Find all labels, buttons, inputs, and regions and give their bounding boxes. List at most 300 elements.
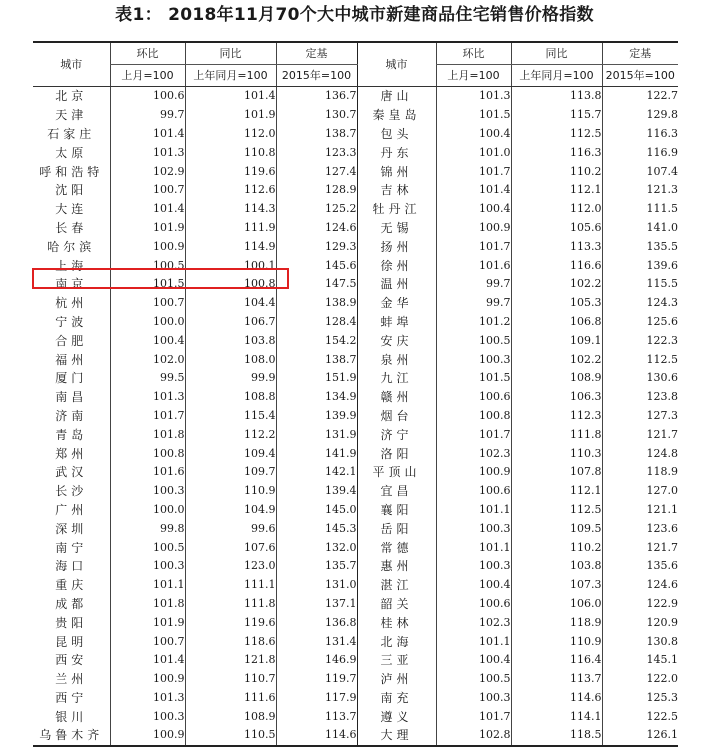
left-mom-cell: 101.4 xyxy=(110,651,185,670)
right-yoy-cell: 110.2 xyxy=(511,538,602,557)
right-city-cell: 安庆 xyxy=(357,331,436,350)
right-base-cell: 122.9 xyxy=(602,595,678,614)
left-yoy-cell: 108.0 xyxy=(185,350,276,369)
left-mom-cell: 100.9 xyxy=(110,237,185,256)
left-base-cell: 145.0 xyxy=(276,501,357,520)
right-city-cell: 温州 xyxy=(357,275,436,294)
right-yoy-cell: 112.0 xyxy=(511,200,602,219)
table-row xyxy=(33,576,678,595)
header-city-right: 城市 xyxy=(357,42,436,87)
header-base-right: 定基 xyxy=(602,42,678,65)
table-row xyxy=(33,726,678,746)
left-base-cell: 117.9 xyxy=(276,689,357,708)
table-row xyxy=(33,651,678,670)
subheader-base-right: 2015年=100 xyxy=(602,65,678,87)
left-base-cell: 145.6 xyxy=(276,256,357,275)
right-mom-cell: 99.7 xyxy=(436,275,511,294)
left-mom-cell: 100.9 xyxy=(110,726,185,746)
left-city-cell: 海口 xyxy=(55,559,88,574)
right-yoy-cell: 110.9 xyxy=(511,632,602,651)
left-base-cell: 131.4 xyxy=(276,632,357,651)
right-base-cell: 130.8 xyxy=(602,632,678,651)
table-row xyxy=(33,369,678,388)
right-yoy-cell: 112.1 xyxy=(511,482,602,501)
left-yoy-cell: 99.6 xyxy=(185,519,276,538)
right-mom-cell: 101.1 xyxy=(436,538,511,557)
right-mom-cell: 101.5 xyxy=(436,369,511,388)
right-yoy-cell: 112.5 xyxy=(511,125,602,144)
left-city-cell: 济南 xyxy=(55,408,88,423)
right-city-cell: 唐山 xyxy=(357,87,436,106)
left-city-cell: 宁波 xyxy=(55,314,88,329)
left-yoy-cell: 110.8 xyxy=(185,143,276,162)
right-city-cell: 牡丹江 xyxy=(357,200,436,219)
left-yoy-cell: 115.4 xyxy=(185,407,276,426)
right-city-cell: 吉林 xyxy=(357,181,436,200)
header-mom-right: 环比 xyxy=(436,42,511,65)
right-mom-cell: 100.9 xyxy=(436,219,511,238)
left-city-cell: 哈尔滨 xyxy=(47,239,96,254)
left-yoy-cell: 109.4 xyxy=(185,444,276,463)
right-city-cell: 宜昌 xyxy=(357,482,436,501)
right-base-cell: 115.5 xyxy=(602,275,678,294)
left-mom-cell: 99.8 xyxy=(110,519,185,538)
table-row xyxy=(33,200,678,219)
table-row xyxy=(33,219,678,238)
table-row xyxy=(33,125,678,144)
left-base-cell: 154.2 xyxy=(276,331,357,350)
left-mom-cell: 99.5 xyxy=(110,369,185,388)
right-yoy-cell: 113.3 xyxy=(511,237,602,256)
right-mom-cell: 101.5 xyxy=(436,106,511,125)
left-mom-cell: 100.3 xyxy=(110,707,185,726)
left-mom-cell: 101.8 xyxy=(110,595,185,614)
right-yoy-cell: 113.8 xyxy=(511,87,602,106)
left-yoy-cell: 108.9 xyxy=(185,707,276,726)
left-mom-cell: 101.1 xyxy=(110,576,185,595)
left-base-cell: 134.9 xyxy=(276,388,357,407)
left-yoy-cell: 106.7 xyxy=(185,313,276,332)
right-city-cell: 平顶山 xyxy=(357,463,436,482)
table-row xyxy=(33,181,678,200)
left-city-cell: 天津 xyxy=(55,108,88,123)
table-title: 表1： 2018年11月70个大中城市新建商品住宅销售价格指数 xyxy=(115,5,594,25)
right-base-cell: 121.3 xyxy=(602,181,678,200)
right-city-cell: 惠州 xyxy=(357,557,436,576)
left-city-cell: 南昌 xyxy=(55,390,88,405)
right-base-cell: 118.9 xyxy=(602,463,678,482)
left-mom-cell: 100.6 xyxy=(110,87,185,106)
right-base-cell: 122.0 xyxy=(602,670,678,689)
left-city-cell: 西宁 xyxy=(55,690,88,705)
right-yoy-cell: 102.2 xyxy=(511,275,602,294)
right-mom-cell: 100.3 xyxy=(436,689,511,708)
left-mom-cell: 101.3 xyxy=(110,689,185,708)
right-base-cell: 107.4 xyxy=(602,162,678,181)
header-city-left: 城市 xyxy=(33,42,110,87)
table-row xyxy=(33,162,678,181)
left-yoy-cell: 103.8 xyxy=(185,331,276,350)
header-mom-left: 环比 xyxy=(110,42,185,65)
right-city-cell: 遵义 xyxy=(357,707,436,726)
left-mom-cell: 102.0 xyxy=(110,350,185,369)
right-yoy-cell: 110.3 xyxy=(511,444,602,463)
right-mom-cell: 101.7 xyxy=(436,425,511,444)
table-row xyxy=(33,632,678,651)
right-mom-cell: 102.3 xyxy=(436,444,511,463)
header-yoy-left: 同比 xyxy=(185,42,276,65)
left-city-cell: 北京 xyxy=(55,89,88,104)
right-city-cell: 丹东 xyxy=(357,143,436,162)
left-base-cell: 146.9 xyxy=(276,651,357,670)
right-city-cell: 九江 xyxy=(357,369,436,388)
table-row xyxy=(33,463,678,482)
right-mom-cell: 100.4 xyxy=(436,576,511,595)
left-mom-cell: 101.5 xyxy=(110,275,185,294)
left-mom-cell: 101.6 xyxy=(110,463,185,482)
right-city-cell: 无锡 xyxy=(357,219,436,238)
right-yoy-cell: 116.6 xyxy=(511,256,602,275)
left-mom-cell: 101.8 xyxy=(110,425,185,444)
left-yoy-cell: 111.6 xyxy=(185,689,276,708)
right-base-cell: 139.6 xyxy=(602,256,678,275)
left-yoy-cell: 112.2 xyxy=(185,425,276,444)
subheader-mom-right: 上月=100 xyxy=(436,65,511,87)
left-yoy-cell: 107.6 xyxy=(185,538,276,557)
price-index-table xyxy=(33,41,678,747)
table-row xyxy=(33,501,678,520)
left-city-cell: 福州 xyxy=(55,352,88,367)
table-row xyxy=(33,256,678,275)
right-yoy-cell: 108.9 xyxy=(511,369,602,388)
left-yoy-cell: 121.8 xyxy=(185,651,276,670)
table-row xyxy=(33,106,678,125)
left-mom-cell: 101.4 xyxy=(110,125,185,144)
left-city-cell: 南宁 xyxy=(55,540,88,555)
right-base-cell: 120.9 xyxy=(602,613,678,632)
right-base-cell: 127.3 xyxy=(602,407,678,426)
left-base-cell: 129.3 xyxy=(276,237,357,256)
right-mom-cell: 102.8 xyxy=(436,726,511,746)
table-row xyxy=(33,331,678,350)
right-yoy-cell: 107.3 xyxy=(511,576,602,595)
right-base-cell: 141.0 xyxy=(602,219,678,238)
right-mom-cell: 101.1 xyxy=(436,632,511,651)
left-city-cell: 乌鲁木齐 xyxy=(33,726,110,746)
right-base-cell: 116.3 xyxy=(602,125,678,144)
right-yoy-cell: 109.1 xyxy=(511,331,602,350)
right-city-cell: 徐州 xyxy=(357,256,436,275)
right-base-cell: 124.6 xyxy=(602,576,678,595)
right-yoy-cell: 107.8 xyxy=(511,463,602,482)
right-yoy-cell: 112.5 xyxy=(511,501,602,520)
table-row xyxy=(33,519,678,538)
right-yoy-cell: 103.8 xyxy=(511,557,602,576)
left-city-cell: 杭州 xyxy=(55,296,88,311)
right-base-cell: 112.5 xyxy=(602,350,678,369)
left-city-cell: 昆明 xyxy=(55,634,88,649)
table-row xyxy=(33,407,678,426)
left-base-cell: 135.7 xyxy=(276,557,357,576)
right-yoy-cell: 105.3 xyxy=(511,294,602,313)
left-city-cell: 西安 xyxy=(55,653,88,668)
left-mom-cell: 101.3 xyxy=(110,143,185,162)
left-base-cell: 139.9 xyxy=(276,407,357,426)
right-city-cell: 常德 xyxy=(357,538,436,557)
left-mom-cell: 100.9 xyxy=(110,670,185,689)
right-mom-cell: 100.3 xyxy=(436,557,511,576)
left-city-cell: 长春 xyxy=(55,220,88,235)
left-base-cell: 128.4 xyxy=(276,313,357,332)
left-city-cell: 呼和浩特 xyxy=(39,164,104,179)
left-base-cell: 142.1 xyxy=(276,463,357,482)
header-yoy-right: 同比 xyxy=(511,42,602,65)
table-row xyxy=(33,143,678,162)
table-row xyxy=(33,670,678,689)
left-yoy-cell: 112.0 xyxy=(185,125,276,144)
right-mom-cell: 101.1 xyxy=(436,501,511,520)
right-mom-cell: 101.7 xyxy=(436,162,511,181)
left-yoy-cell: 123.0 xyxy=(185,557,276,576)
left-mom-cell: 100.0 xyxy=(110,501,185,520)
right-base-cell: 122.7 xyxy=(602,87,678,106)
right-base-cell: 116.9 xyxy=(602,143,678,162)
right-base-cell: 135.6 xyxy=(602,557,678,576)
table-row xyxy=(33,237,678,256)
right-mom-cell: 100.5 xyxy=(436,670,511,689)
left-base-cell: 124.6 xyxy=(276,219,357,238)
left-yoy-cell: 110.9 xyxy=(185,482,276,501)
left-city-cell: 深圳 xyxy=(55,521,88,536)
left-city-cell: 银川 xyxy=(55,709,88,724)
right-city-cell: 锦州 xyxy=(357,162,436,181)
right-base-cell: 121.1 xyxy=(602,501,678,520)
left-mom-cell: 101.4 xyxy=(110,200,185,219)
left-mom-cell: 101.9 xyxy=(110,219,185,238)
left-base-cell: 141.9 xyxy=(276,444,357,463)
left-yoy-cell: 104.9 xyxy=(185,501,276,520)
right-mom-cell: 101.2 xyxy=(436,313,511,332)
left-yoy-cell: 111.9 xyxy=(185,219,276,238)
subheader-mom-left: 上月=100 xyxy=(110,65,185,87)
table-row xyxy=(33,350,678,369)
right-yoy-cell: 113.7 xyxy=(511,670,602,689)
right-base-cell: 122.3 xyxy=(602,331,678,350)
left-mom-cell: 100.3 xyxy=(110,557,185,576)
right-city-cell: 岳阳 xyxy=(357,519,436,538)
left-yoy-cell: 111.8 xyxy=(185,595,276,614)
right-mom-cell: 100.3 xyxy=(436,350,511,369)
right-base-cell: 125.3 xyxy=(602,689,678,708)
right-base-cell: 129.8 xyxy=(602,106,678,125)
left-base-cell: 145.3 xyxy=(276,519,357,538)
right-yoy-cell: 105.6 xyxy=(511,219,602,238)
left-yoy-cell: 114.3 xyxy=(185,200,276,219)
right-city-cell: 蚌埠 xyxy=(357,313,436,332)
right-yoy-cell: 118.5 xyxy=(511,726,602,746)
right-yoy-cell: 102.2 xyxy=(511,350,602,369)
table-row xyxy=(33,613,678,632)
right-yoy-cell: 109.5 xyxy=(511,519,602,538)
left-city-cell: 青岛 xyxy=(55,427,88,442)
left-mom-cell: 100.7 xyxy=(110,632,185,651)
table-row xyxy=(33,707,678,726)
right-mom-cell: 100.4 xyxy=(436,651,511,670)
right-city-cell: 泸州 xyxy=(357,670,436,689)
right-mom-cell: 100.6 xyxy=(436,388,511,407)
right-yoy-cell: 114.6 xyxy=(511,689,602,708)
left-base-cell: 131.0 xyxy=(276,576,357,595)
right-mom-cell: 100.8 xyxy=(436,407,511,426)
table-row xyxy=(33,689,678,708)
left-mom-cell: 102.9 xyxy=(110,162,185,181)
left-city-cell: 太原 xyxy=(55,145,88,160)
table-row xyxy=(33,275,678,294)
table-row xyxy=(33,557,678,576)
right-base-cell: 124.3 xyxy=(602,294,678,313)
right-city-cell: 烟台 xyxy=(357,407,436,426)
right-mom-cell: 101.4 xyxy=(436,181,511,200)
left-base-cell: 125.2 xyxy=(276,200,357,219)
left-yoy-cell: 119.6 xyxy=(185,613,276,632)
left-yoy-cell: 100.8 xyxy=(185,275,276,294)
right-mom-cell: 100.6 xyxy=(436,595,511,614)
right-yoy-cell: 106.0 xyxy=(511,595,602,614)
left-yoy-cell: 112.6 xyxy=(185,181,276,200)
right-base-cell: 130.6 xyxy=(602,369,678,388)
right-city-cell: 赣州 xyxy=(357,388,436,407)
right-city-cell: 南充 xyxy=(357,689,436,708)
left-base-cell: 136.7 xyxy=(276,87,357,106)
right-mom-cell: 101.7 xyxy=(436,707,511,726)
left-base-cell: 113.7 xyxy=(276,707,357,726)
right-mom-cell: 100.5 xyxy=(436,331,511,350)
right-base-cell: 123.6 xyxy=(602,519,678,538)
right-base-cell: 125.6 xyxy=(602,313,678,332)
left-city-cell: 贵阳 xyxy=(55,615,88,630)
table-body xyxy=(33,87,678,746)
right-city-cell: 扬州 xyxy=(357,237,436,256)
right-city-cell: 三亚 xyxy=(357,651,436,670)
left-yoy-cell: 114.9 xyxy=(185,237,276,256)
left-base-cell: 138.7 xyxy=(276,125,357,144)
table-row xyxy=(33,482,678,501)
right-yoy-cell: 110.2 xyxy=(511,162,602,181)
left-yoy-cell: 100.1 xyxy=(185,256,276,275)
right-mom-cell: 101.7 xyxy=(436,237,511,256)
right-mom-cell: 100.4 xyxy=(436,200,511,219)
right-city-cell: 泉州 xyxy=(357,350,436,369)
subheader-yoy-right: 上年同月=100 xyxy=(511,65,602,87)
left-base-cell: 132.0 xyxy=(276,538,357,557)
right-base-cell: 121.7 xyxy=(602,538,678,557)
right-base-cell: 121.7 xyxy=(602,425,678,444)
table-row xyxy=(33,87,678,106)
left-base-cell: 136.8 xyxy=(276,613,357,632)
subheader-base-left: 2015年=100 xyxy=(276,65,357,87)
right-mom-cell: 102.3 xyxy=(436,613,511,632)
left-city-cell: 上海 xyxy=(55,258,88,273)
right-city-cell: 秦皇岛 xyxy=(357,106,436,125)
left-city-cell: 广州 xyxy=(55,502,88,517)
left-city-cell: 合肥 xyxy=(55,333,88,348)
left-city-cell: 郑州 xyxy=(55,446,88,461)
left-yoy-cell: 108.8 xyxy=(185,388,276,407)
table-row xyxy=(33,595,678,614)
left-yoy-cell: 110.5 xyxy=(185,726,276,746)
left-base-cell: 119.7 xyxy=(276,670,357,689)
table-row xyxy=(33,313,678,332)
left-mom-cell: 100.8 xyxy=(110,444,185,463)
right-city-cell: 济宁 xyxy=(357,425,436,444)
left-yoy-cell: 111.1 xyxy=(185,576,276,595)
table-row xyxy=(33,425,678,444)
right-yoy-cell: 106.8 xyxy=(511,313,602,332)
left-yoy-cell: 110.7 xyxy=(185,670,276,689)
right-yoy-cell: 114.1 xyxy=(511,707,602,726)
table-row xyxy=(33,294,678,313)
right-mom-cell: 101.3 xyxy=(436,87,511,106)
header-base-left: 定基 xyxy=(276,42,357,65)
right-city-cell: 韶关 xyxy=(357,595,436,614)
left-city-cell: 成都 xyxy=(55,596,88,611)
right-base-cell: 124.8 xyxy=(602,444,678,463)
right-mom-cell: 100.9 xyxy=(436,463,511,482)
left-yoy-cell: 109.7 xyxy=(185,463,276,482)
right-base-cell: 126.1 xyxy=(602,726,678,746)
left-base-cell: 127.4 xyxy=(276,162,357,181)
left-base-cell: 128.9 xyxy=(276,181,357,200)
left-city-cell: 长沙 xyxy=(55,484,88,499)
left-mom-cell: 100.0 xyxy=(110,313,185,332)
left-base-cell: 130.7 xyxy=(276,106,357,125)
right-yoy-cell: 106.3 xyxy=(511,388,602,407)
left-base-cell: 137.1 xyxy=(276,595,357,614)
right-city-cell: 金华 xyxy=(357,294,436,313)
left-city-cell: 沈阳 xyxy=(55,183,88,198)
right-city-cell: 襄阳 xyxy=(357,501,436,520)
right-mom-cell: 100.4 xyxy=(436,125,511,144)
left-mom-cell: 101.7 xyxy=(110,407,185,426)
left-base-cell: 151.9 xyxy=(276,369,357,388)
right-yoy-cell: 112.1 xyxy=(511,181,602,200)
table-row xyxy=(33,388,678,407)
left-city-cell: 重庆 xyxy=(55,578,88,593)
right-yoy-cell: 116.3 xyxy=(511,143,602,162)
left-yoy-cell: 101.9 xyxy=(185,106,276,125)
left-base-cell: 131.9 xyxy=(276,425,357,444)
left-mom-cell: 100.5 xyxy=(110,538,185,557)
right-mom-cell: 100.6 xyxy=(436,482,511,501)
left-mom-cell: 101.3 xyxy=(110,388,185,407)
left-mom-cell: 100.5 xyxy=(110,256,185,275)
left-mom-cell: 100.7 xyxy=(110,181,185,200)
right-city-cell: 包头 xyxy=(357,125,436,144)
right-yoy-cell: 118.9 xyxy=(511,613,602,632)
left-base-cell: 138.9 xyxy=(276,294,357,313)
left-city-cell: 石家庄 xyxy=(47,126,96,141)
left-mom-cell: 99.7 xyxy=(110,106,185,125)
right-yoy-cell: 115.7 xyxy=(511,106,602,125)
right-yoy-cell: 112.3 xyxy=(511,407,602,426)
left-city-cell: 南京 xyxy=(55,277,88,292)
left-yoy-cell: 118.6 xyxy=(185,632,276,651)
right-yoy-cell: 111.8 xyxy=(511,425,602,444)
right-city-cell: 洛阳 xyxy=(357,444,436,463)
right-base-cell: 111.5 xyxy=(602,200,678,219)
left-mom-cell: 100.4 xyxy=(110,331,185,350)
left-city-cell: 大连 xyxy=(55,202,88,217)
